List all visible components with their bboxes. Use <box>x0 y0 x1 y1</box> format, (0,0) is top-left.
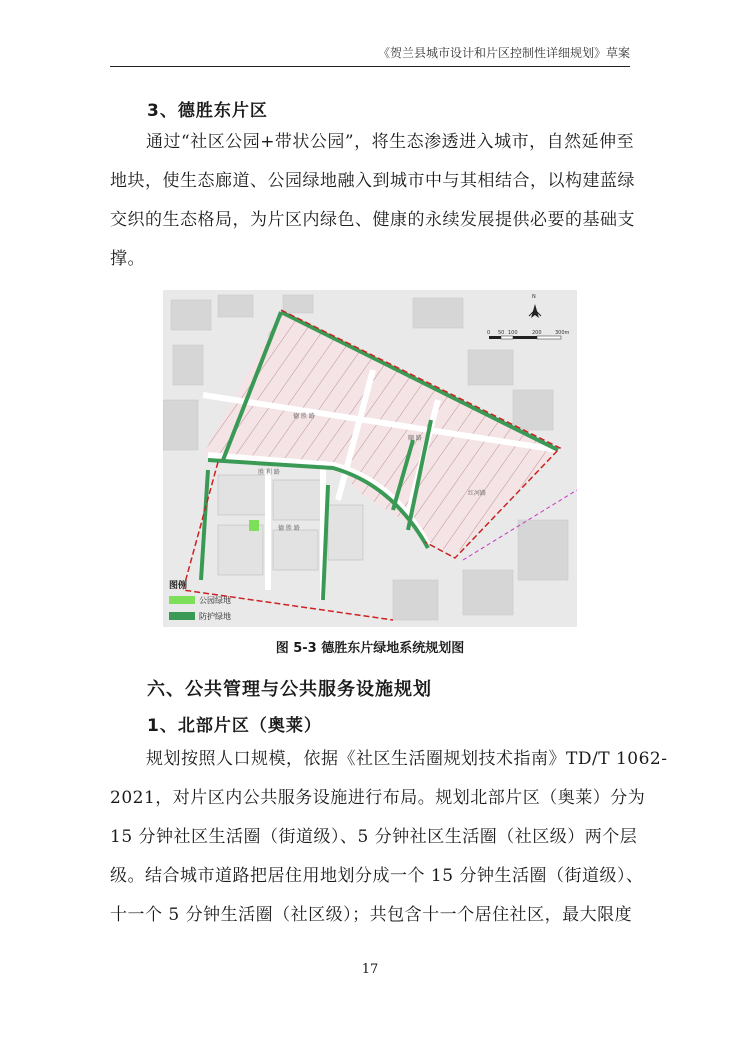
scale-bar <box>487 330 570 339</box>
section6-1-paragraph <box>110 740 668 935</box>
page-number: 17 <box>361 962 379 977</box>
paragraph-line: 15 分钟社区生活圈（街道级）、5 分钟社区生活圈（社区级）两个层 <box>110 827 638 847</box>
paragraph-line: 交织的生态格局，为片区内绿色、健康的永续发展提供必要的基础支 <box>110 210 635 230</box>
road-label: 顺 路 <box>408 435 422 442</box>
scale-label: 300m <box>555 330 570 336</box>
paragraph-line: 撑。 <box>110 249 145 269</box>
paragraph-line: 级。结合城市道路把居住用地划分成一个 15 分钟生活圈（街道级）、 <box>110 866 644 886</box>
section3-paragraph <box>110 123 635 279</box>
scale-label: 200 <box>532 330 542 336</box>
chapter-heading-public-services: 六、公共管理与公共服务设施规划 <box>147 679 432 700</box>
legend-swatch-protective <box>169 612 195 620</box>
scale-label: 50 <box>498 330 505 336</box>
legend-swatch-park <box>169 596 195 604</box>
planning-area-hatched <box>203 312 558 555</box>
area-label: 红河路 <box>468 490 487 497</box>
paragraph-line: 地块，使生态廊道、公园绿地融入到城市中与其相结合，以构建蓝绿 <box>110 171 635 191</box>
paragraph-line: 通过“社区公园+带状公园”，将生态渗透进入城市，自然延伸至 <box>146 132 635 152</box>
paragraph-line: 规划按照人口规模，依据《社区生活圈规划技术指南》TD/T 1062- <box>146 749 668 769</box>
road-label: 胜 利 路 <box>258 469 280 476</box>
running-header: 《贺兰县城市设计和片区控制性详细规划》草案 <box>377 46 630 60</box>
park-green-patch <box>249 520 259 531</box>
legend-label-park: 公园绿地 <box>199 596 231 605</box>
scale-label: 100 <box>508 330 518 336</box>
legend-title: 图例 <box>169 581 188 591</box>
section-heading-desheng-east: 3、德胜东片区 <box>147 101 268 121</box>
paragraph-line: 十一个 5 分钟生活圈（社区级）；共包含十一个居住社区，最大限度 <box>110 905 633 925</box>
road-label: 德 胜 路 <box>278 525 300 532</box>
north-label: N <box>532 294 536 300</box>
north-arrow-icon <box>529 304 541 318</box>
header-rule <box>110 66 630 67</box>
section-heading-north-district: 1、北部片区（奥莱） <box>147 716 322 736</box>
legend-label-protective: 防护绿地 <box>199 612 231 621</box>
road-label: 德 胜 路 <box>293 413 315 420</box>
figure-caption: 图 5-3 德胜东片绿地系统规划图 <box>275 641 465 656</box>
map-legend <box>169 579 231 621</box>
paragraph-line: 2021，对片区内公共服务设施进行布局。规划北部片区（奥莱）分为 <box>110 788 646 808</box>
green-space-plan-map <box>163 290 577 627</box>
scale-label: 0 <box>487 330 491 336</box>
